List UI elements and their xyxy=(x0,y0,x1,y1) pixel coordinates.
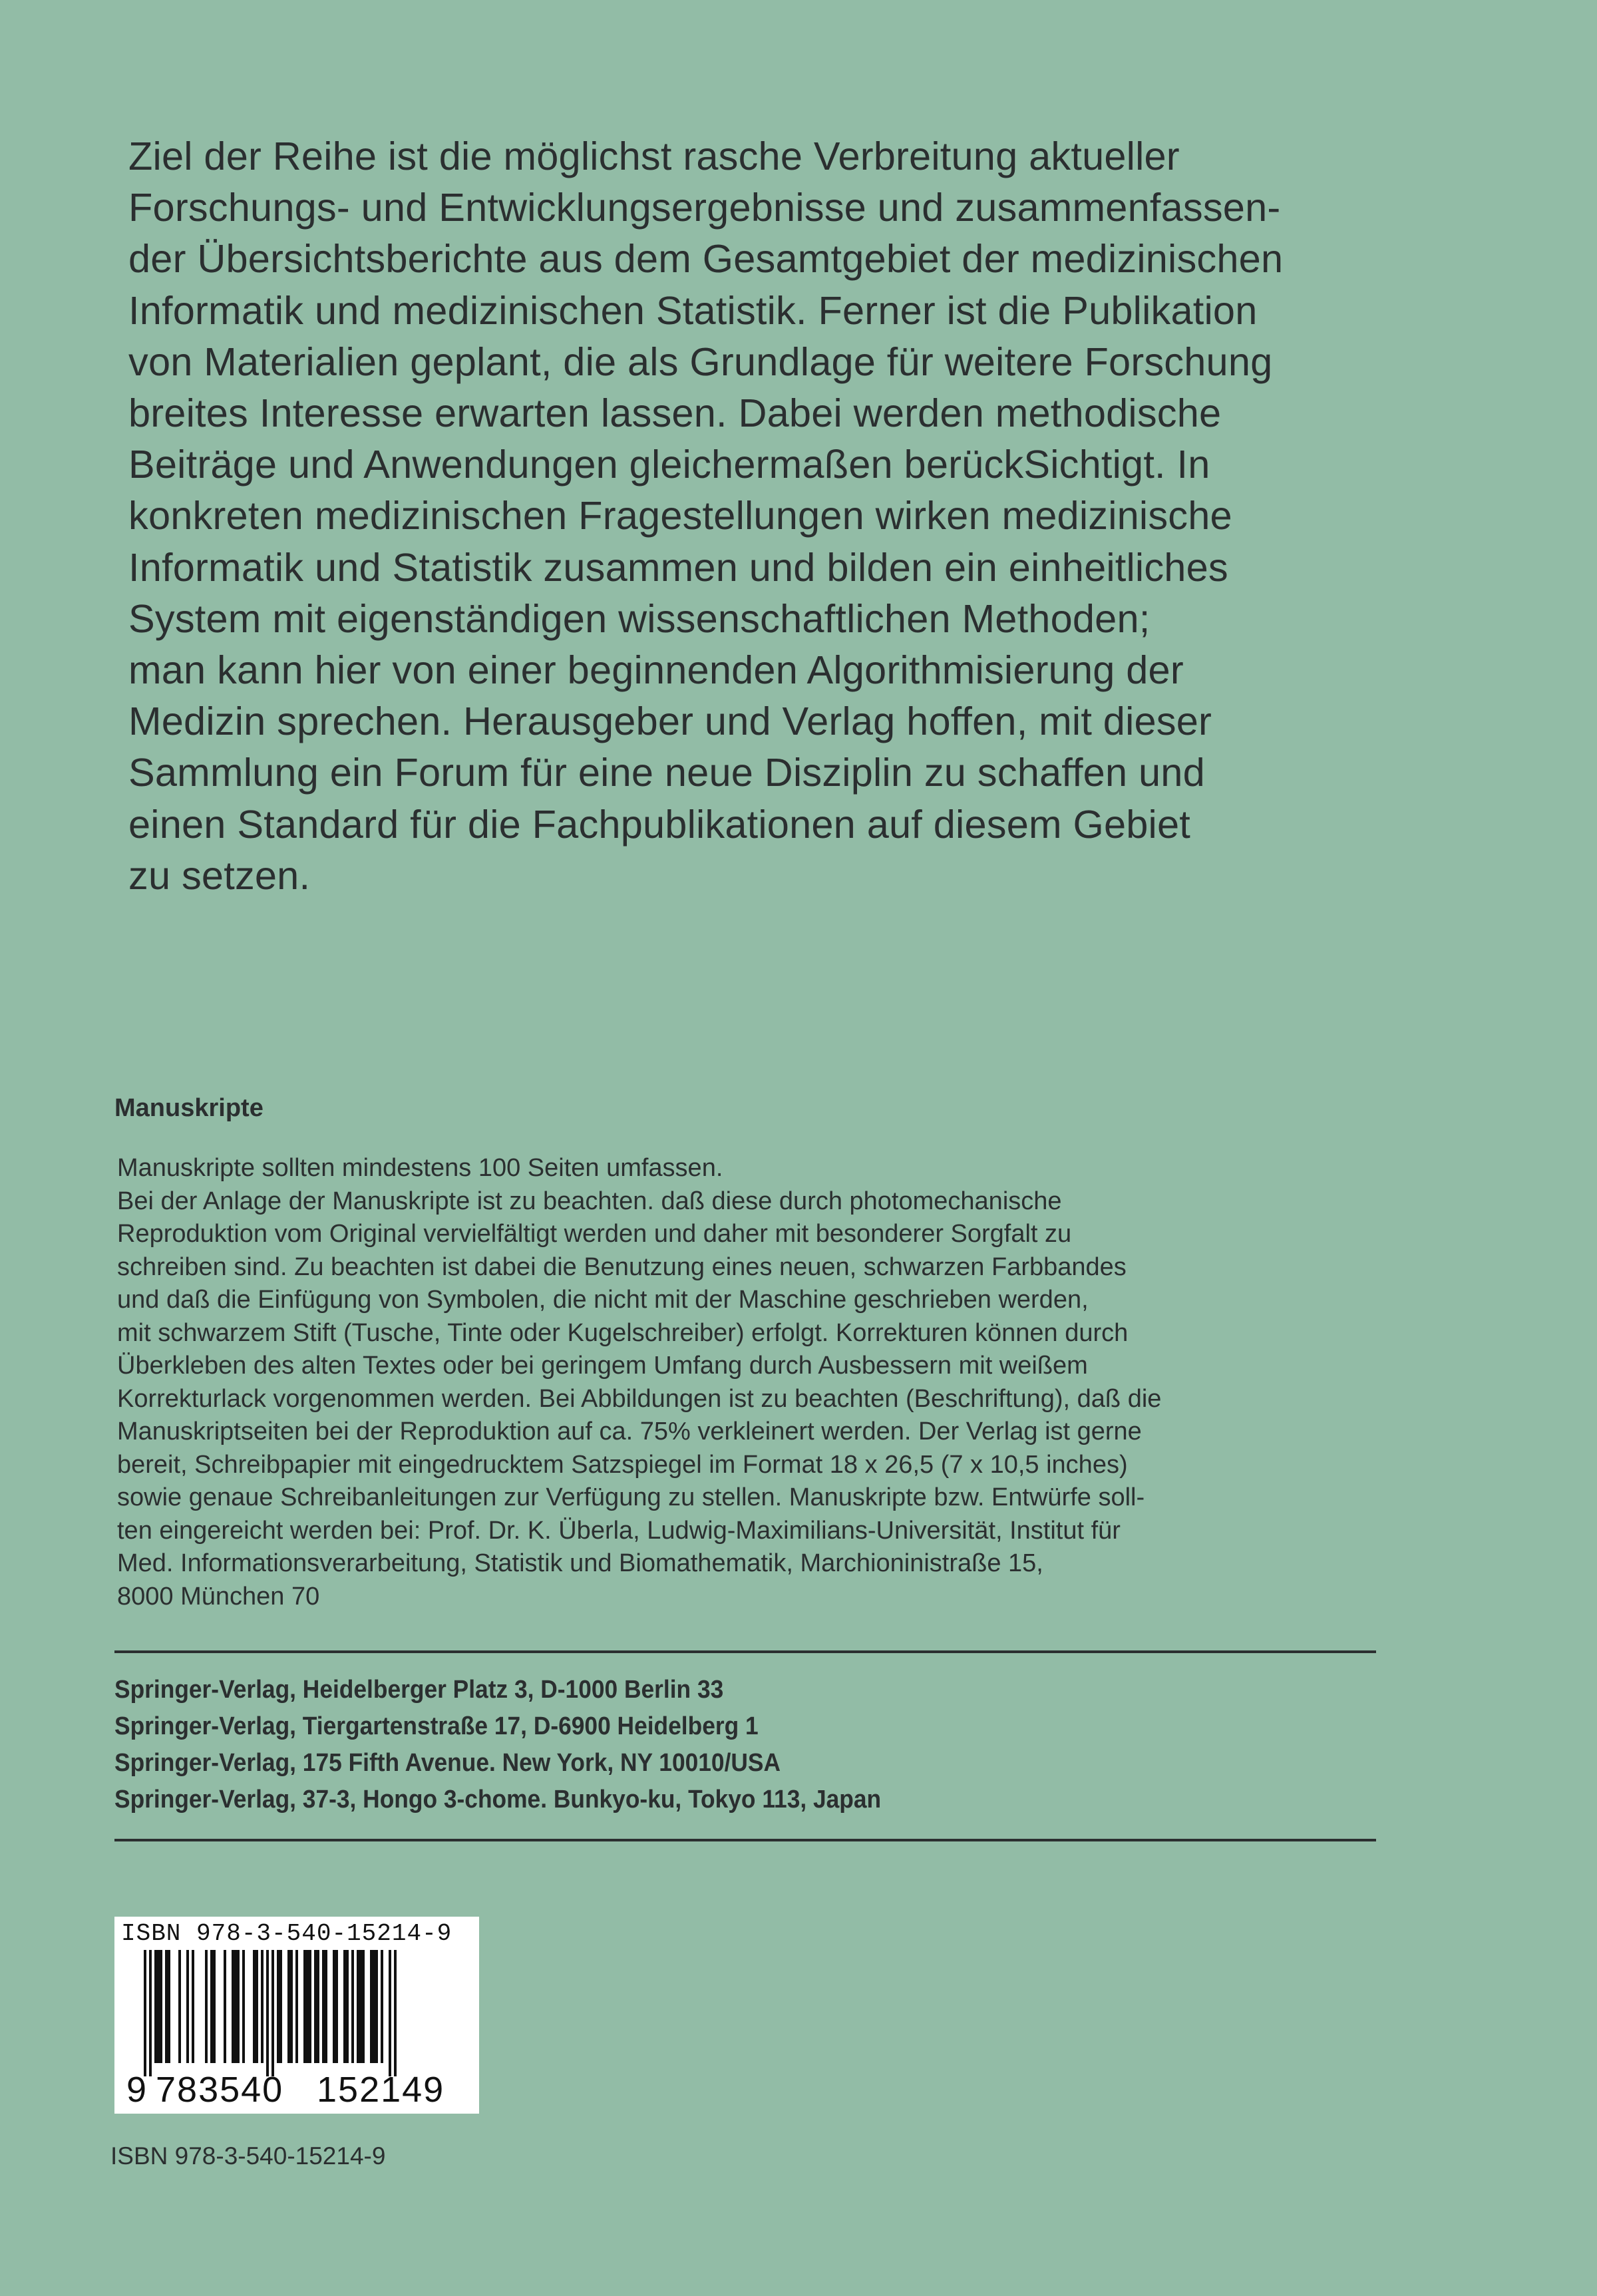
divider-bottom xyxy=(114,1839,1376,1841)
manuscripts-heading: Manuskripte xyxy=(114,1094,264,1122)
series-description-line: Beiträge und Anwendungen gleichermaßen berückSichtigt. In xyxy=(128,442,1210,487)
barcode-bar xyxy=(210,1950,213,2063)
barcode-bar xyxy=(303,1950,306,2063)
series-description-line: Ziel der Reihe ist die möglichst rasche Verbreitung aktueller xyxy=(128,134,1180,178)
series-description-line: Medizin sprechen. Herausgeber und Verlag hoffen, mit dieser xyxy=(128,699,1212,744)
barcode-bar xyxy=(178,1950,181,2063)
barcode-bar xyxy=(279,1950,282,2063)
barcode-bars xyxy=(144,1950,423,2076)
manuscripts-line: Med. Informationsverarbeitung, Statistik und Biomathematik, Marchioninistraße 15, xyxy=(117,1549,1043,1577)
isbn-text: ISBN 978-3-540-15214-9 xyxy=(110,2142,386,2170)
barcode-bar xyxy=(359,1950,362,2063)
barcode-bar xyxy=(205,1950,208,2063)
barcode-bar xyxy=(165,1950,168,2063)
barcode-bar xyxy=(295,1950,298,2063)
barcode-bar xyxy=(306,1950,309,2063)
barcode-guard-bar xyxy=(271,1950,274,2076)
publisher-address: Springer-Verlag, 175 Fifth Avenue. New York, NY 10010/USA xyxy=(114,1749,781,1777)
manuscripts-line: ten eingereicht werden bei: Prof. Dr. K. Überla, Ludwig-Maximilians-Universität, Institut für xyxy=(117,1516,1121,1545)
barcode-guard-bar xyxy=(389,1950,391,2076)
barcode-bar xyxy=(346,1950,349,2063)
barcode-guard-bar xyxy=(144,1950,146,2076)
barcode-isbn-label: ISBN 978-3-540-15214-9 xyxy=(121,1920,452,1947)
manuscripts-section xyxy=(114,1091,1379,1611)
barcode-bar xyxy=(157,1950,160,2063)
divider-top xyxy=(114,1650,1376,1653)
barcode-bar xyxy=(234,1950,237,2063)
barcode-bar xyxy=(362,1950,365,2063)
manuscripts-instructions xyxy=(117,1152,1161,1613)
barcode-bar xyxy=(154,1950,157,2063)
series-description-line: System mit eigenständigen wissenschaftlichen Methoden; xyxy=(128,596,1151,641)
manuscripts-line: Korrekturlack vorgenommen werden. Bei Abbildungen ist zu beachten (Beschriftung), daß die xyxy=(117,1384,1162,1413)
series-description-line: einen Standard für die Fachpublikationen auf diesem Gebiet xyxy=(128,801,1190,847)
barcode-guard-bar xyxy=(394,1950,397,2076)
manuscripts-line: Reproduktion vom Original vervielfältigt werden und daher mit besonderer Sorgfalt zu xyxy=(117,1220,1072,1248)
manuscripts-line: Manuskriptseiten bei der Reproduktion auf ca. 75% verkleinert werden. Der Verlag ist gerne xyxy=(117,1418,1142,1445)
barcode-digits-right: 152149 xyxy=(317,2070,445,2110)
publisher-address: Springer-Verlag, 37-3, Hongo 3-chome. Bunkyo-ku, Tokyo 113, Japan xyxy=(114,1786,882,1814)
barcode-bar xyxy=(357,1950,359,2063)
series-description-line: Forschungs- und Entwicklungsergebnisse und zusammenfassen- xyxy=(128,185,1281,230)
barcode-bar xyxy=(232,1950,234,2063)
barcode-bar xyxy=(309,1950,311,2063)
barcode-bar xyxy=(168,1950,170,2063)
barcode-guard-bar xyxy=(266,1950,269,2076)
barcode-bar xyxy=(317,1950,319,2063)
barcode-bar xyxy=(253,1950,256,2063)
barcode-bar xyxy=(343,1950,346,2063)
barcode-bar xyxy=(290,1950,293,2063)
barcode-guard-bar xyxy=(149,1950,152,2076)
barcode-digits-left: 783540 xyxy=(156,2070,284,2110)
manuscripts-line: Überkleben des alten Textes oder bei geringem Umfang durch Ausbessern mit weißem xyxy=(117,1352,1088,1380)
series-description-line: der Übersichtsberichte aus dem Gesamtgebiet der medizinischen xyxy=(128,236,1284,282)
barcode-bar xyxy=(192,1950,194,2063)
barcode-bar xyxy=(335,1950,338,2063)
barcode-bar xyxy=(287,1950,290,2063)
series-description-line: zu setzen. xyxy=(128,853,311,898)
isbn-barcode xyxy=(114,1917,479,2114)
manuscripts-line: und daß die Einfügung von Symbolen, die nicht mit der Maschine geschrieben werden, xyxy=(117,1286,1089,1314)
barcode-bar xyxy=(381,1950,383,2063)
manuscripts-line: sowie genaue Schreibanleitungen zur Verfügung zu stellen. Manuskripte bzw. Entwürfe soll- xyxy=(117,1483,1145,1511)
manuscripts-line: Manuskripte sollten mindestens 100 Seiten umfassen. xyxy=(117,1154,723,1182)
series-description xyxy=(128,130,1459,901)
barcode-bar xyxy=(351,1950,354,2063)
barcode-digit-prefix: 9 xyxy=(126,2070,147,2110)
barcode-bar xyxy=(322,1950,325,2063)
barcode-bar xyxy=(242,1950,245,2063)
series-description-line: Informatik und medizinischen Statistik. Ferner ist die Publikation xyxy=(128,287,1258,333)
barcode-bar xyxy=(375,1950,378,2063)
series-description-line: von Materialien geplant, die als Grundlage für weitere Forschung xyxy=(128,339,1273,384)
barcode-bar xyxy=(373,1950,375,2063)
manuscripts-line: schreiben sind. Zu beachten ist dabei die Benutzung eines neuen, schwarzen Farbbandes xyxy=(117,1252,1127,1281)
barcode-bar xyxy=(261,1950,264,2063)
manuscripts-line: 8000 München 70 xyxy=(117,1582,320,1611)
barcode-bar xyxy=(160,1950,162,2063)
barcode-bar xyxy=(186,1950,189,2063)
series-description-line: Informatik und Statistik zusammen und bilden ein einheitliches xyxy=(128,544,1228,590)
barcode-bar xyxy=(314,1950,317,2063)
barcode-bar xyxy=(333,1950,335,2063)
barcode-bar xyxy=(213,1950,216,2063)
manuscripts-line: mit schwarzem Stift (Tusche, Tinte oder Kugelschreiber) erfolgt. Korrekturen können durch xyxy=(117,1318,1129,1347)
barcode-bar xyxy=(325,1950,327,2063)
publisher-address: Springer-Verlag, Heidelberger Platz 3, D-1000 Berlin 33 xyxy=(114,1676,724,1704)
manuscripts-line: bereit, Schreibpapier mit eingedrucktem Satzspiegel im Format 18 x 26,5 (7 x 10,5 inches) xyxy=(117,1450,1128,1479)
barcode-bar xyxy=(224,1950,226,2063)
publisher-addresses xyxy=(114,1672,939,1818)
barcode-bar xyxy=(237,1950,240,2063)
series-description-line: man kann hier von einer beginnenden Algorithmisierung der xyxy=(128,648,1184,693)
barcode-bar xyxy=(370,1950,373,2063)
series-description-line: breites Interesse erwarten lassen. Dabei werden methodische xyxy=(128,391,1222,436)
barcode-bar xyxy=(256,1950,258,2063)
manuscripts-line: Bei der Anlage der Manuskripte ist zu beachten. daß diese durch photomechanische xyxy=(117,1187,1062,1215)
series-description-line: Sammlung ein Forum für eine neue Disziplin zu schaffen und xyxy=(128,750,1205,795)
barcode-bar xyxy=(277,1950,279,2063)
series-description-line: konkreten medizinischen Fragestellungen wirken medizinische xyxy=(128,493,1232,538)
publisher-address: Springer-Verlag, Tiergartenstraße 17, D-6900 Heidelberg 1 xyxy=(114,1712,759,1740)
